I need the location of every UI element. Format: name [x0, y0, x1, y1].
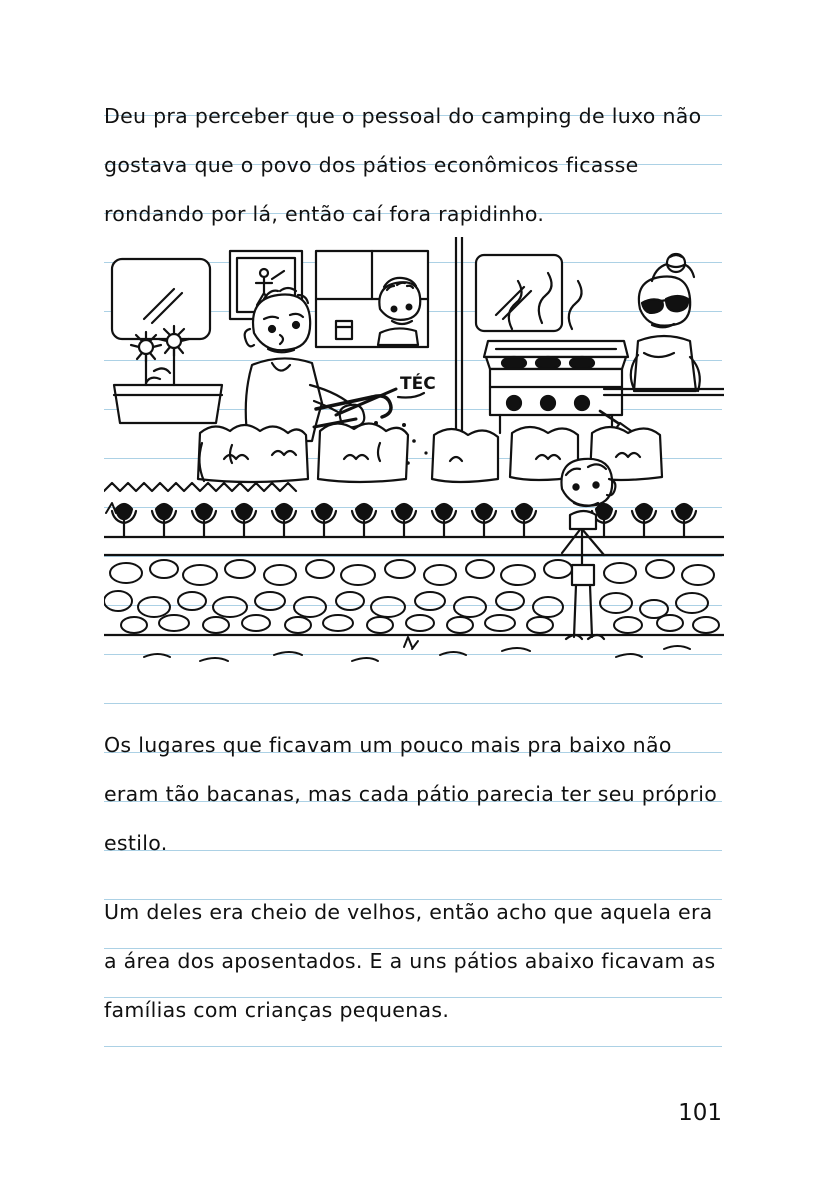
paragraph-2: Os lugares que ficavam um pouco mais pra baixo não eram tão bacanas, mas cada pátio parecia ter seu próprio estilo.	[104, 733, 724, 855]
paragraph-3: Um deles era cheio de velhos, então acho que aquela era a área dos aposentados. E a uns pátios abaixo ficavam as famílias com crianças pequenas.	[104, 900, 723, 1022]
cartoon-illustration	[104, 237, 724, 697]
svg-text:TÉC: TÉC	[400, 374, 436, 394]
page-number: 101	[678, 1100, 722, 1126]
rule-line	[104, 703, 722, 704]
paragraph-1: Deu pra perceber que o pessoal do camping de luxo não gostava que o povo dos pátios econômicos ficasse rondando por lá, então caí fora rapidinho.	[104, 104, 709, 226]
rule-line	[104, 1046, 722, 1047]
